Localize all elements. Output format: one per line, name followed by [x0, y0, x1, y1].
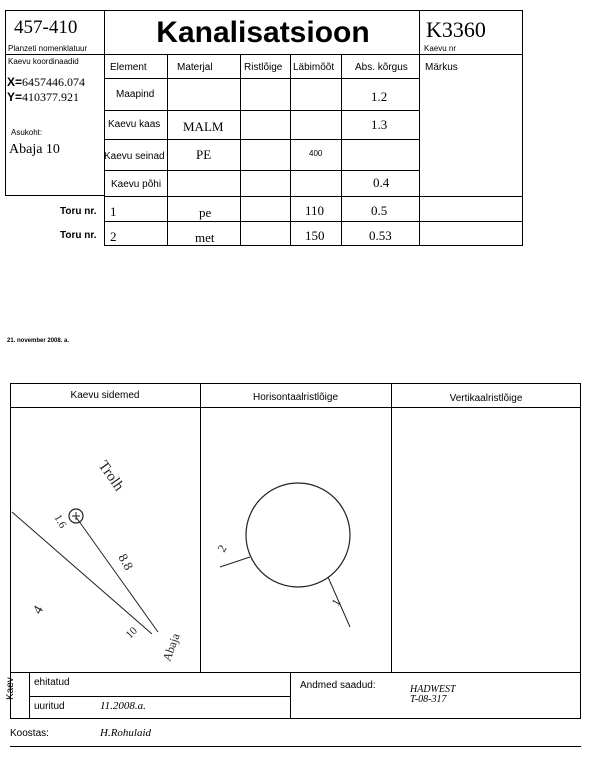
- sketch-line: [76, 517, 158, 632]
- sketch-column-rule: [391, 383, 392, 673]
- x-label: X=: [7, 75, 23, 89]
- table-rule: [290, 54, 291, 246]
- footer-rule: [290, 672, 291, 719]
- header-height: Abs. kõrgus: [355, 62, 408, 73]
- pipe-line-1-label: 1: [328, 596, 344, 609]
- pipe-number: 1: [110, 204, 117, 219]
- pipe-material: met: [195, 230, 215, 245]
- pipe-height: 0.5: [371, 203, 388, 218]
- sketch-note-trolla: Trolh: [94, 458, 127, 495]
- title-box: [104, 10, 420, 55]
- data-source-label: Andmed saadud:: [300, 680, 376, 691]
- table-rule: [104, 139, 419, 140]
- sketch-note-10: 10: [123, 624, 140, 642]
- pipe-line-2: [220, 557, 250, 567]
- row-material: PE: [196, 147, 212, 162]
- row-element: Kaevu kaas: [108, 119, 161, 130]
- kaev-label: Kaev: [5, 677, 16, 700]
- author-value: H.Rohulaid: [100, 727, 152, 739]
- sketch-note-side-4: 4: [30, 603, 47, 617]
- connections-sketch: [10, 407, 200, 673]
- header-material: Materjal: [177, 62, 213, 73]
- sketch-line: [12, 512, 152, 634]
- pipe-number: 2: [110, 229, 117, 244]
- sheet-number-box: [5, 10, 105, 55]
- pipe-diameter: 110: [305, 203, 325, 218]
- row-height: 1.3: [371, 117, 388, 132]
- surveyed-value: 11.2008.a.: [100, 700, 146, 712]
- table-rule: [240, 54, 241, 246]
- y-value: 410377.921: [22, 90, 80, 104]
- row-height: 1.2: [371, 89, 388, 104]
- row-diameter: 400: [309, 149, 323, 158]
- sketch-note-1-6: 1.6: [51, 512, 69, 531]
- sketch-col-horizontal: Horisontaalristlõige: [252, 392, 339, 403]
- coordinates-box: [5, 54, 105, 196]
- pipe-material: pe: [199, 205, 212, 220]
- pipe-label: Toru nr.: [60, 206, 97, 217]
- row-height: 0.4: [373, 175, 390, 190]
- surveyed-label: uuritud: [34, 701, 65, 712]
- author-label: Koostas:: [10, 728, 49, 739]
- table-rule: [419, 54, 420, 246]
- header-diameter: Läbimõõt: [293, 62, 335, 73]
- well-number-box: [419, 10, 523, 55]
- pipe-line-2-label: 2: [214, 542, 230, 555]
- sketch-col-vertical: Vertikaalristlõige: [449, 393, 523, 404]
- pipe-label: Toru nr.: [60, 230, 97, 241]
- row-element: Kaevu põhi: [111, 179, 162, 190]
- date-line: 21. november 2008. a.: [7, 338, 70, 344]
- row-element: Kaevu seinad: [104, 151, 165, 162]
- pipe-height: 0.53: [369, 228, 392, 243]
- table-rule: [104, 78, 419, 79]
- footer-rule: [10, 746, 581, 747]
- table-rule: [104, 110, 419, 111]
- row-material: MALM: [183, 119, 224, 134]
- well-number: K3360: [426, 17, 486, 42]
- sheet-number: 457-410: [14, 17, 78, 38]
- page-title: Kanalisatsioon: [156, 16, 370, 49]
- table-rule: [341, 54, 342, 246]
- y-label: Y=: [7, 90, 23, 104]
- location-label: Asukoht:: [11, 128, 43, 137]
- data-source-code: T-08-317: [410, 694, 447, 705]
- header-crosssection: Ristlõige: [244, 62, 283, 73]
- sheet-number-label: Planzeti nomenklatuur: [8, 44, 88, 53]
- header-element: Element: [110, 62, 147, 73]
- table-rule: [167, 54, 168, 246]
- built-label: ehitatud: [34, 677, 70, 688]
- well-number-label: Kaevu nr: [424, 44, 457, 53]
- coordinates-label: Kaevu koordinaadid: [8, 57, 79, 66]
- x-coordinate: [7, 75, 85, 90]
- sketch-note-8-8: 8.8: [115, 551, 137, 573]
- header-notes: Märkus: [425, 62, 458, 73]
- sketch-col-connections: Kaevu sidemed: [70, 390, 140, 401]
- well-cross-section: [246, 483, 350, 587]
- location-value: Abaja 10: [9, 142, 60, 157]
- pipe-diameter: 150: [305, 228, 325, 243]
- y-coordinate: [7, 90, 79, 105]
- table-rule: [104, 170, 419, 171]
- x-value: 6457446.074: [22, 75, 86, 89]
- footer-rule: [29, 696, 290, 697]
- row-element: Maapind: [116, 89, 155, 100]
- sketch-note-abaja: Abaja: [159, 631, 183, 664]
- horizontal-section-sketch: [200, 407, 391, 673]
- data-source-value: HADWEST: [410, 684, 456, 695]
